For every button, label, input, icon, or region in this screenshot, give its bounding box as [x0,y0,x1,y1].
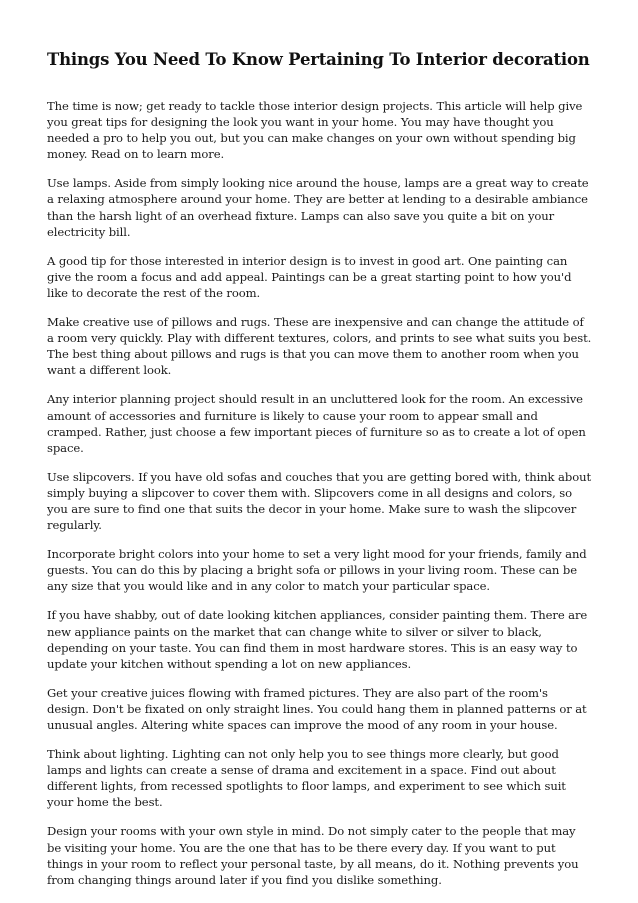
paragraph-framed-pictures: Get your creative juices flowing with framed pictures. They are also part of the room's design. Don't be fixated on only straight lines. You could hang them in planned patterns or at unusual angles. Altering white spaces can improve the mood of any room in your house. [47,685,587,732]
paragraph-lamps: Use lamps. Aside from simply looking nice around the house, lamps are a great way to create a relaxing atmosphere around your home. They are better at lending to a desirable ambiance than the harsh light of an overhead fixture. Lamps can also save you quite a bit on your electricity bill. [47,176,589,239]
paragraph-slipcovers: Use slipcovers. If you have old sofas and couches that you are getting bored with, think about simply buying a slipcover to cover them with. Slipcovers come in all designs and colors, so you are sure to find one that suits the decor in your home. Make sure to wash the slipcover regularly. [47,469,591,533]
paragraph-intro: The time is now; get ready to tackle those interior design projects. This article will help give you great tips for designing the look you want in your home. You may have thought you needed a pro to help you out, but you can make changes on your own without spending big money. Read on to learn more. [47,99,583,162]
paragraph-uncluttered: Any interior planning project should result in an uncluttered look for the room. An excessive amount of accessories and furniture is likely to cause your room to appear small and cramped. Rather, just choose a few important pieces of furniture so as to create a lot of open space. [47,392,586,455]
document-body [47,98,593,888]
paragraph-pillows-rugs: Make creative use of pillows and rugs. These are inexpensive and can change the attitude of a room very quickly. Play with different textures, colors, and prints to see what suits you best. The best thing about pillows and rugs is that you can move them to another room when you want a different look. [47,315,592,378]
paragraph-own-style: Design your rooms with your own style in mind. Do not simply cater to the people that may be visiting your home. You are the one that has to be there every day. If you want to put things in your room to reflect your personal taste, by all means, do it. Nothing prevents you from changing things around later if you find you dislike something. [47,824,579,887]
document-title: Things You Need To Know Pertaining To Interior decoration [47,50,590,69]
paragraph-bright-colors: Incorporate bright colors into your home to set a very light mood for your friends, family and guests. You can do this by placing a bright sofa or pillows in your living room. These can be any size that you would like and in any color to match your particular space. [47,547,587,594]
document-page [47,49,593,901]
paragraph-art: A good tip for those interested in interior design is to invest in good art. One painting can give the room a focus and add appeal. Paintings can be a great starting point to how you'd like to decorate the rest of the room. [47,253,572,300]
paragraph-lighting: Think about lighting. Lighting can not only help you to see things more clearly, but good lamps and lights can create a sense of drama and excitement in a space. Find out about different lights, from recessed spotlights to floor lamps, and experiment to see which suit your home the best. [47,747,566,810]
paragraph-kitchen-appliances: If you have shabby, out of date looking kitchen appliances, consider painting them. There are new appliance paints on the market that can change white to silver or silver to black, depending on your taste. You can find them in most hardware stores. This is an easy way to update your kitchen without spending a lot on new appliances. [47,608,588,671]
